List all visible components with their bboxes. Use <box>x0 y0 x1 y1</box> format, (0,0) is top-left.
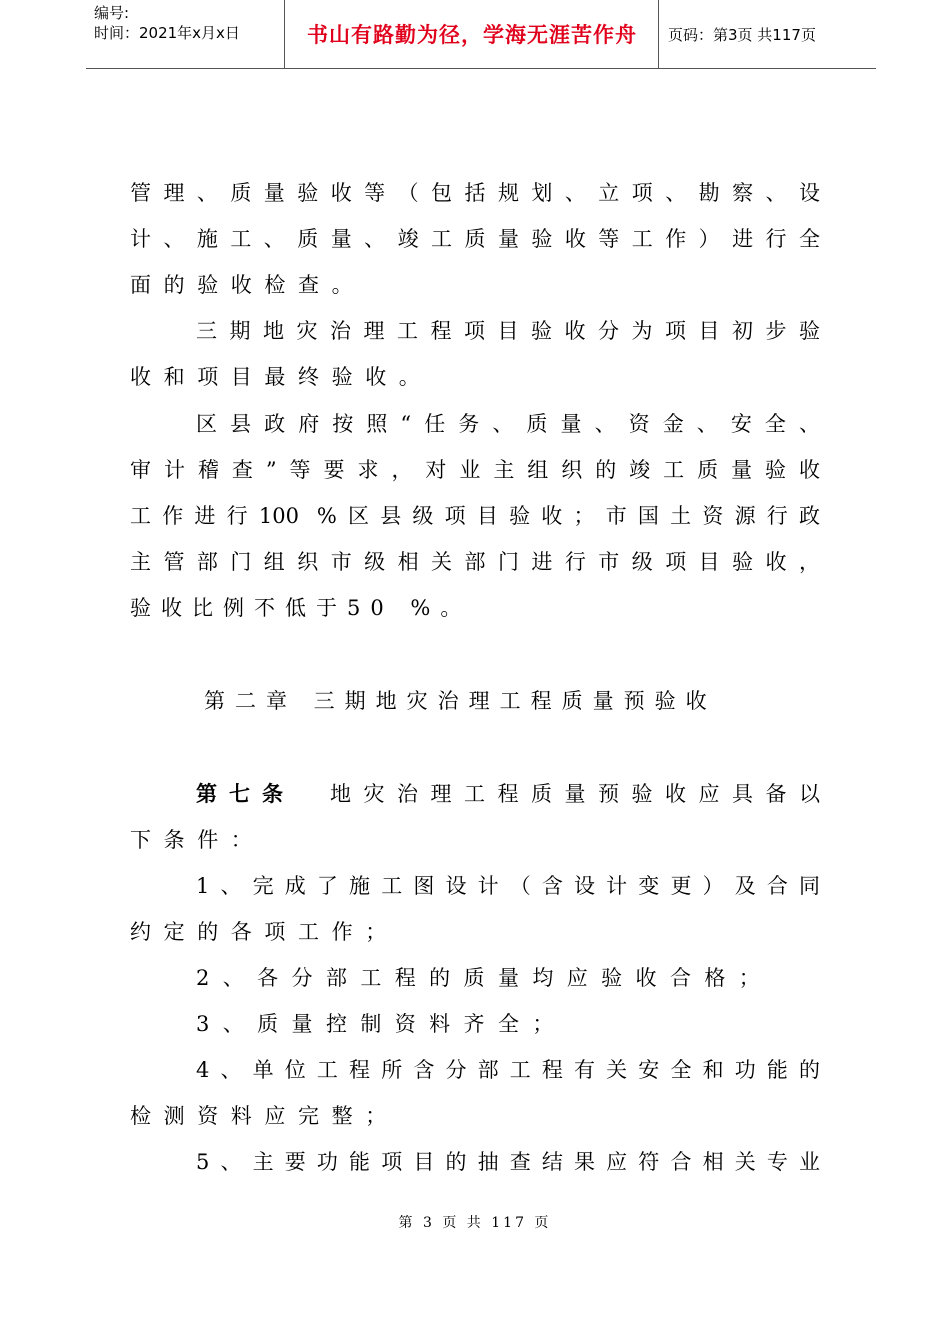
list-item: 4、单位工程所含分部工程有关安全和功能的 <box>196 1058 820 1082</box>
list-item: 2、各分部工程的质量均应验收合格； <box>196 966 774 990</box>
body-line: 管理、质量验收等（包括规划、立项、勘察、设 <box>130 181 820 205</box>
body-line: 收和项目最终验收。 <box>130 365 433 389</box>
body-line: 下条件： <box>130 828 265 852</box>
body-line: 面的验收检查。 <box>130 273 366 297</box>
article-line <box>196 779 820 809</box>
header-page-info: 页码：第3页 共117页 <box>668 25 816 44</box>
body-line: 主管部门组织市级相关部门进行市级项目验收， <box>130 550 820 574</box>
list-item: 约定的各项工作； <box>130 920 399 944</box>
article-label: 第七条 <box>196 781 295 806</box>
header-meta <box>86 0 284 68</box>
page-footer: 第 3 页 共 117 页 <box>398 1215 552 1231</box>
list-item: 1、完成了施工图设计（含设计变更）及合同 <box>196 874 820 898</box>
page-header <box>86 0 876 69</box>
body-line: 区县政府按照“任务、质量、资金、安全、 <box>196 412 820 436</box>
header-divider <box>284 0 285 68</box>
list-item: 5、主要功能项目的抽查结果应符合相关专业 <box>196 1150 820 1174</box>
header-divider <box>658 0 659 68</box>
body-line: 审计稽查”等要求，对业主组织的竣工质量验收 <box>130 458 820 482</box>
body-line: 工作进行100 %区县级项目验收；市国土资源行政 <box>130 504 820 528</box>
number-label: 编号: <box>94 4 130 22</box>
time-label: 时间：2021年x月x日 <box>94 24 240 42</box>
body-line: 计、施工、质量、竣工质量验收等工作）进行全 <box>130 227 820 251</box>
list-item: 检测资料应完整； <box>130 1104 399 1128</box>
chapter-title: 第二章 三期地灾治理工程质量预验收 <box>204 689 717 713</box>
body-line: 验收比例不低于50 %。 <box>130 596 472 620</box>
header-motto: 书山有路勤为径，学海无涯苦作舟 <box>307 23 637 47</box>
list-item: 3、质量控制资料齐全； <box>196 1012 567 1036</box>
article-text: 地灾治理工程质量预验收应具备以 <box>330 782 820 806</box>
body-line: 三期地灾治理工程项目验收分为项目初步验 <box>196 319 820 343</box>
